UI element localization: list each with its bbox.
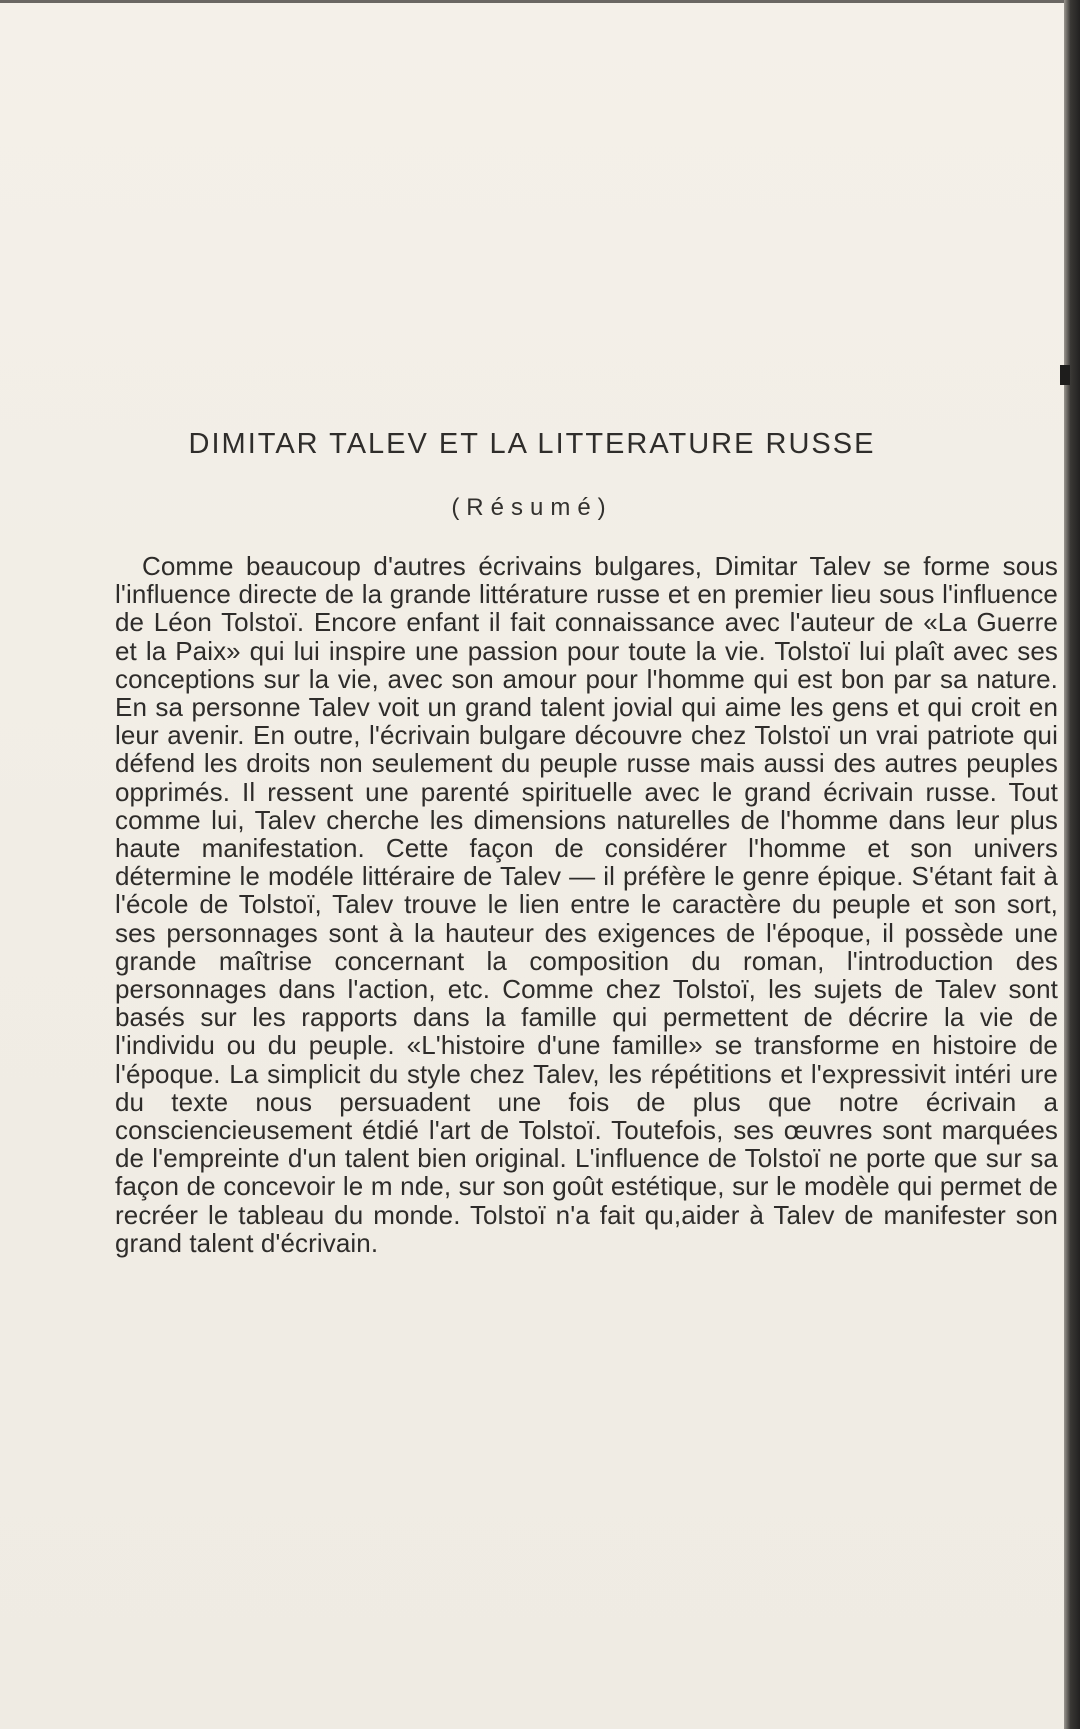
resume-body [115, 552, 1058, 1257]
resume-paragraph: Comme beaucoup d'autres écrivains bulgares, Dimitar Talev se forme sous l'influence directe de la grande littérature russe et en premier lieu sous l'influence de Léon Tolstoï. Encore enfant il fait connaissance avec l'auteur de «La Guerre et la Paix» qui lui inspire une passion pour toute la vie. Tolstoï lui plaît avec ses conceptions sur la vie, avec son amour pour l'homme qui est bon par sa nature. En sa personne Talev voit un grand talent jovial qui aime les gens et qui croit en leur avenir. En outre, l'écrivain bulgare découvre chez Tolstoï un vrai patriote qui défend les droits non seulement du peuple russe mais aussi des autres peuples opprimés. Il ressent une parenté spirituelle avec le grand écrivain russe. Tout comme lui, Talev cherche les dimensions naturelles de l'homme dans leur plus haute manifestation. Cette façon de considérer l'homme et son univers détermine le modéle littéraire de Talev — il préfère le genre épique. S'étant fait à l'école de Tolstoï, Talev trouve le lien entre le caractère du peuple et son sort, ses personnages sont à la hauteur des exigences de l'époque, il possède une grande maîtrise concernant la composition du roman, l'introduction des personnages dans l'action, etc. Comme chez Tolstoï, les sujets de Talev sont basés sur les rapports dans la famille qui permettent de décrire la vie de l'individu ou du peuple. «L'histoire d'une famille» se transforme en histoire de l'époque. La simplicit du style chez Talev, les répétitions et l'expressivit intéri ure du texte nous persuadent une fois de plus que notre écrivain a consciencieusement étdié l'art de Tolstoï. Toutefois, ses œuvres sont marquées de l'empreinte d'un talent bien original. L'influence de Tolstoï ne porte que sur sa façon de concevoir le m nde, sur son goût estétique, sur le modèle qui permet de recréer le tableau du monde. Tolstoï n'a fait qu,aider à Talev de manifester son grand talent d'écrivain. [115, 551, 1058, 1258]
binding-notch [1060, 365, 1070, 385]
article-subtitle: (Résumé) [451, 494, 613, 521]
book-binding-edge [1064, 0, 1080, 1729]
article-title: DIMITAR TALEV ET LA LITTERATURE RUSSE [188, 428, 876, 460]
top-page-edge [0, 0, 1064, 3]
